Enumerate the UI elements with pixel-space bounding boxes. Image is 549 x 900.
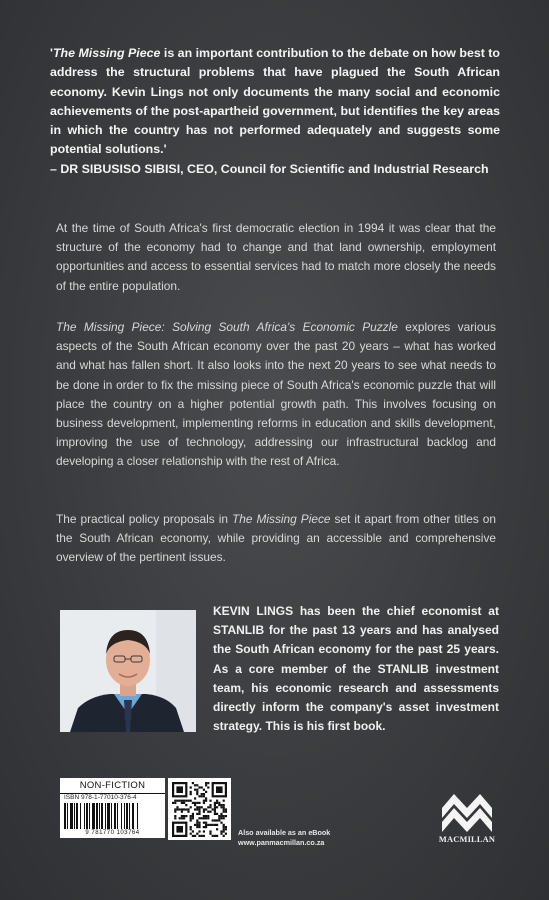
barcode-number: 9 781770 103764: [85, 830, 140, 836]
author-name: KEVIN LINGS: [213, 604, 294, 618]
endorsement-quote: [50, 44, 500, 179]
publisher-name: MACMILLAN: [438, 835, 496, 844]
ebook-line: Also available as an eBook: [238, 828, 331, 837]
qr-code: [168, 778, 231, 840]
author-portrait-icon: [60, 610, 196, 732]
quote-open-mark: ': [50, 46, 53, 60]
description-paragraph-3: [56, 510, 496, 568]
paragraph-3-title: The Missing Piece: [231, 512, 331, 526]
paragraph-3-before: The practical policy proposals in: [56, 512, 232, 526]
author-bio-text: has been the chief economist at STANLIB for the past 13 years and has analysed the South African economy for the past 25 years. As a core member of the STANLIB investment team, his economic research and assessments directly inform the company's asset investment strategy. This is his first book.: [213, 604, 499, 734]
category-label: NON-FICTION: [60, 778, 165, 794]
description-paragraph-1: At the time of South Africa's first democratic election in 1994 it was clear that the structure of the economy had to change and that land ownership, employment opportunities and access to essential services had to match more closely the needs of the entire population.: [56, 221, 496, 293]
quote-attribution: – DR SIBUSISO SIBISI, CEO, Council for Scientific and Industrial Research: [50, 161, 489, 176]
quote-text: is an important contribution to the debate on how best to address the structural problems that have plagued the South African economy. Kevin Lings not only documents the many social and economic achievements of the post-apartheid government, but identifies the key areas in which the country has not performed adequately and suggests some potential solutions.': [50, 46, 501, 157]
ebook-notice: [238, 828, 330, 848]
author-photo: [60, 610, 196, 732]
paragraph-3-after: set it apart from other titles on the South African economy, while providing an accessible and comprehensive overview of the pertinent issues.: [56, 512, 496, 565]
isbn-text: ISBN 978-1-77010-376-4: [64, 794, 137, 801]
author-bio: [213, 602, 499, 736]
barcode-icon: [64, 803, 161, 829]
paragraph-2-text: explores various aspects of the South African economy over the past 20 years – what has worked and what has fallen short. It also looks into the next 20 years to see what needs to be done in order to fix the missing piece of South Africa's economic puzzle that will place the country on a higher potential growth path. This involves focusing on business development, implementing reforms in education and skills development, improving the use of technology, addressing our infrastructural backlog and developing a closer relationship with the rest of Africa.: [56, 320, 496, 469]
quote-book-title: The Missing Piece: [52, 46, 161, 60]
full-book-title: The Missing Piece: Solving South Africa's Economic Puzzle: [56, 320, 398, 334]
description-paragraph-2: [56, 318, 496, 472]
qr-code-icon: [168, 778, 231, 840]
barcode-panel: [60, 778, 165, 838]
publisher-website: www.panmacmillan.co.za: [238, 838, 325, 847]
